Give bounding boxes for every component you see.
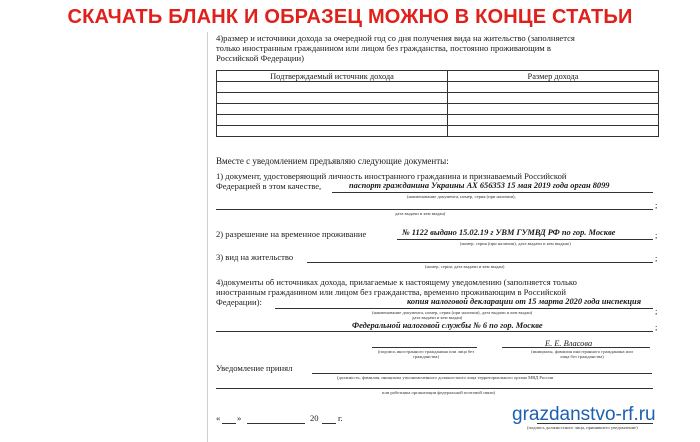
table-row [217,115,659,126]
item2-handwritten[interactable]: № 1122 выдано 15.02.19 г УВМ ГУМВД РФ по гор. Москве [402,228,616,237]
table-row [217,126,659,137]
item3-underline [307,262,653,263]
table-cell[interactable] [448,93,659,104]
table-cell[interactable] [217,93,448,104]
item4-handwritten1[interactable]: копия налоговой декларации от 15 марта 2020 года инспекция [407,297,642,306]
accepted-underline2 [216,388,653,389]
item4-line3: Федерации): [216,297,262,307]
income-table [216,70,659,137]
item1-underline [332,192,653,193]
table-row [217,82,659,93]
item3-hint: (номер, серия, дата выдачи и кем выдан) [425,264,505,269]
item4-handwritten2[interactable]: Федеральной налоговой службы № 6 по гор. Москве [352,321,543,330]
item1-hint2: дата выдачи и кем выдан) [395,211,446,216]
name-line [502,347,650,348]
item1-handwritten[interactable]: паспорт гражданина Украины АХ 656353 15 мая 2019 года орган 8099 [349,181,610,190]
date-quote-close: » [237,413,242,423]
col-source-header: Подтверждаемый источник дохода [217,71,448,82]
signature-line [372,347,477,348]
date-day-line[interactable] [222,423,236,424]
item1-hint1: (наименование документа, номер, серия (при наличии), [407,194,516,199]
item1-line2: Федерацией в этом качестве, [216,181,322,191]
accepted-hint2: или работника организации федеральной почтовой связи) [382,390,496,395]
table-cell[interactable] [217,104,448,115]
item4-line2: иностранным гражданином или лицом без гражданства, временно проживающим в Российской [216,287,566,297]
official-signature-hint: (подпись должностного лица, принявшего уведомление) [527,425,638,430]
accepted-hint1: (должность, фамилия, инициалы уполномоченного должностного лица территориального органа МВД России [337,375,554,380]
table-cell[interactable] [448,126,659,137]
table-cell[interactable] [448,115,659,126]
item2-hint: (номер, серия (при наличии), дата выдачи и кем выдано) [460,241,571,246]
notification-form-document [207,32,663,442]
date-month-line[interactable] [247,423,305,424]
signature-hint: (подпись иностранного гражданина или лица без гражданства) [377,349,475,359]
table-cell[interactable] [448,82,659,93]
section4-line1: 4)размер и источники дохода за очередной год со дня получения вида на жительство (заполняется [216,33,575,43]
name-hint: (инициалы, фамилия иностранного гражданина или лица без гражданства) [531,349,633,359]
item1-line1: 1) документ, удостоверяющий личность иностранного гражданина и признаваемый Российской [216,171,567,181]
date-year-suffix: г. [338,413,343,423]
site-watermark: grazdanstvo-rf.ru [512,404,656,425]
page-edge [207,32,208,442]
col-amount-header: Размер дохода [448,71,659,82]
download-banner: СКАЧАТЬ БЛАНК И ОБРАЗЕЦ МОЖНО В КОНЦЕ СТАТЬИ [67,6,633,28]
table-cell[interactable] [217,126,448,137]
section4-line3: Российской Федерации) [216,53,304,63]
table-header-row [217,71,659,82]
accepted-underline [312,373,652,374]
date-year-line[interactable] [322,423,336,424]
accepted-label: Уведомление принял [216,363,293,373]
item4-hint1: (наименование документа, номер, серия (при наличии), дата выдачи и кем выдан) [372,310,533,315]
date-year-prefix: 20 [310,413,319,423]
docs-intro: Вместе с уведомлением предъявляю следующие документы: [216,156,449,166]
applicant-name[interactable]: Е. Е. Власова [545,339,593,348]
section4-line2: только иностранным гражданином или лицом без гражданства, постоянно проживающим в [216,43,551,53]
item2-underline [397,239,653,240]
semicolon: ; [655,230,658,240]
table-cell[interactable] [217,115,448,126]
date-quote-open: « [216,413,221,423]
item1-underline2 [216,209,653,210]
semicolon: ; [655,253,658,263]
table-row [217,93,659,104]
item4-hint2: дата выдачи и кем выдан) [412,315,463,320]
table-row [217,104,659,115]
semicolon: ; [655,200,658,210]
item4-underline1 [275,308,653,309]
item4-line1: 4)документы об источниках дохода, прилагаемые к настоящему уведомлению (заполняется только [216,277,577,287]
semicolon: ; [655,322,658,332]
table-cell[interactable] [217,82,448,93]
item2-label: 2) разрешение на временное проживание [216,229,367,239]
semicolon: ; [655,306,658,316]
item3-label: 3) вид на жительство [216,252,294,262]
item4-underline2 [216,331,653,332]
table-cell[interactable] [448,104,659,115]
